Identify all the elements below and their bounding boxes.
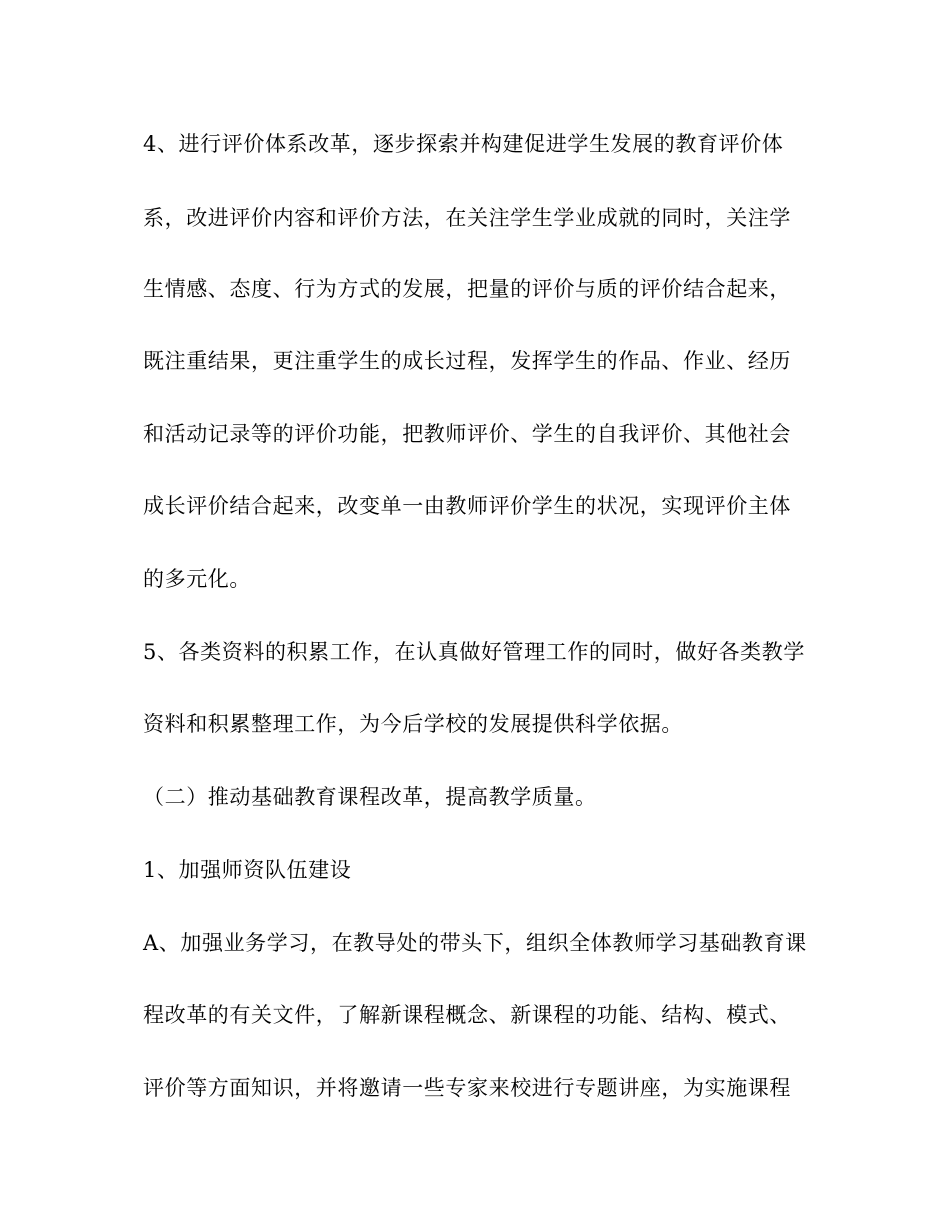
paragraph-line: 程改革的有关文件，了解新课程概念、新课程的功能、结构、模式、 [143, 1003, 791, 1027]
paragraph-line: 的多元化。 [143, 567, 251, 591]
paragraph-line: 资料和积累整理工作，为今后学校的发展提供科学依据。 [143, 712, 683, 736]
paragraph-line: 生情感、态度、行为方式的发展，把量的评价与质的评价结合起来， [143, 277, 791, 301]
paragraph-line: 5、各类资料的积累工作，在认真做好管理工作的同时，做好各类教学 [143, 640, 805, 664]
section-heading: （二）推动基础教育课程改革，提高教学质量。 [143, 785, 597, 809]
paragraph-line: 评价等方面知识，并将邀请一些专家来校进行专题讲座，为实施课程 [143, 1076, 791, 1100]
paragraph-line: 4、进行评价体系改革，逐步探索并构建促进学生发展的教育评价体 [143, 132, 784, 156]
paragraph-line: 和活动记录等的评价功能，把教师评价、学生的自我评价、其他社会 [143, 422, 791, 446]
paragraph-line: 既注重结果，更注重学生的成长过程，发挥学生的作品、作业、经历 [143, 349, 791, 373]
paragraph-line: 成长评价结合起来，改变单一由教师评价学生的状况，实现评价主体 [143, 494, 791, 518]
paragraph-line: 系，改进评价内容和评价方法，在关注学生学业成就的同时，关注学 [143, 206, 791, 230]
subsection-heading: 1、加强师资队伍建设 [143, 858, 352, 882]
paragraph-line: A、加强业务学习，在教导处的带头下，组织全体教师学习基础教育课 [143, 931, 807, 955]
